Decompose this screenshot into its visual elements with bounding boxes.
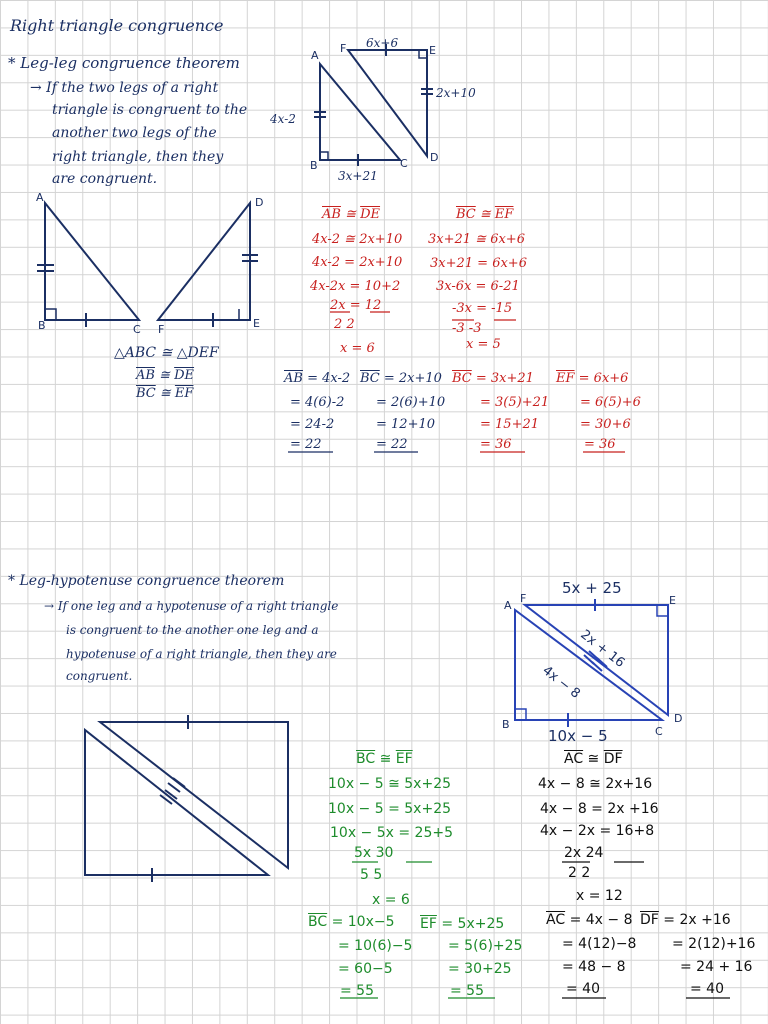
- rect-bottom-expression: 3x+21: [338, 169, 378, 183]
- calc-result: = 55: [340, 983, 374, 999]
- calc-result: = 22: [376, 437, 408, 452]
- solution-x: x = 5: [466, 337, 501, 352]
- calc-step: = 10(6)−5: [338, 938, 413, 954]
- vertex-label-a: A: [504, 599, 512, 612]
- equation-step: 2x 24: [564, 845, 604, 861]
- calc-step: = 24-2: [290, 417, 335, 432]
- vertex-label-a: A: [36, 191, 44, 204]
- triangle-fed-lh: [525, 605, 668, 715]
- description-line: → If the two legs of a right: [30, 80, 219, 96]
- vertex-label-a: A: [311, 49, 319, 62]
- description-line: triangle is congruent to the: [52, 102, 248, 118]
- triangle-congruence-statement: △ABC ≅ △DEF: [114, 345, 219, 361]
- vertex-label-c: C: [400, 157, 408, 170]
- calc-step: = 4(6)-2: [290, 395, 345, 410]
- bc-ef-header: $\overline{BC}$ ≅ $\overline{EF}$: [456, 207, 514, 222]
- diagonal-upper-expression: 2x + 16: [577, 627, 628, 671]
- calc-step: = 30+6: [580, 417, 631, 432]
- solution-x: x = 6: [372, 892, 410, 908]
- triangle-upper: [100, 722, 288, 868]
- vertex-label-f: F: [340, 42, 347, 55]
- vertex-label-b: B: [310, 159, 318, 172]
- calc-step: = 5(6)+25: [448, 938, 523, 954]
- rect-left-expression: 4x-2: [270, 112, 296, 126]
- equation-step: 4x-2 = 2x+10: [312, 255, 403, 270]
- calc-result: = 22: [290, 437, 322, 452]
- congruence-pair-line: $\overline{AB}$ ≅ $\overline{DE}$: [136, 368, 195, 383]
- vertex-label-e: E: [429, 44, 436, 57]
- equation-step: 3x-6x = 6-21: [436, 279, 520, 294]
- ab-de-header: $\overline{AB}$ ≅ $\overline{DE}$: [322, 207, 381, 222]
- calc-step: = 12+10: [376, 417, 436, 432]
- equation-step: 10x − 5 ≅ 5x+25: [328, 776, 452, 792]
- two-triangles-figure: [37, 203, 260, 330]
- diagonal-lower-expression: 4x − 8: [539, 663, 583, 702]
- description-line: congruent.: [66, 669, 133, 683]
- equation-step: 4x-2 ≅ 2x+10: [312, 232, 403, 247]
- calc-step: = 15+21: [480, 417, 540, 432]
- vertex-label-d: D: [430, 151, 439, 164]
- leg-hypotenuse-rectangle-figure: [515, 599, 668, 727]
- calc-step: = 30+25: [448, 961, 512, 977]
- rect-top-expression: 6x+6: [366, 36, 399, 50]
- calc-step: = 2(6)+10: [376, 395, 446, 410]
- equation-step: 10x − 5x = 25+5: [330, 825, 454, 841]
- equation-step: 2 2: [568, 865, 591, 881]
- leg-hypotenuse-theorem-heading: * Leg-hypotenuse congruence theorem: [8, 573, 285, 589]
- triangle-abc: [45, 203, 139, 320]
- vertex-label-d: D: [255, 196, 264, 209]
- equation-step: 4x-2x = 10+2: [310, 279, 401, 294]
- equation-step: -3x = -15: [452, 301, 513, 316]
- equation-step: 4x − 8 = 2x +16: [540, 801, 659, 817]
- page-title: Right triangle congruence: [10, 16, 224, 35]
- equation-step: 5 5: [360, 867, 383, 883]
- vertex-label-c: C: [655, 725, 663, 738]
- vertex-label-b: B: [38, 319, 46, 332]
- vertex-label-f: F: [158, 323, 165, 336]
- rect-top-expression: 5x + 25: [562, 579, 622, 597]
- equation-step: 2 2: [334, 317, 355, 332]
- calc-result: = 40: [690, 981, 724, 997]
- vertex-label-e: E: [253, 317, 260, 330]
- leg-leg-theorem-heading: * Leg-leg congruence theorem: [8, 54, 240, 72]
- triangle-lower: [85, 730, 268, 875]
- ac-df-header: $\overline{AC}$ ≅ $\overline{DF}$: [564, 751, 623, 767]
- description-line: are congruent.: [52, 171, 158, 187]
- bc-ef-header: $\overline{BC}$ ≅ $\overline{EF}$: [356, 751, 413, 767]
- vertex-label-f: F: [520, 592, 527, 605]
- equation-step: 4x − 8 ≅ 2x+16: [538, 776, 653, 792]
- calc-step: = 3(5)+21: [480, 395, 550, 410]
- calc-step: = 48 − 8: [562, 959, 626, 975]
- congruence-pair-line: $\overline{BC}$ ≅ $\overline{EF}$: [136, 386, 194, 401]
- equation-step: -3 -3: [452, 321, 482, 336]
- triangle-abc-small: [320, 64, 400, 160]
- calc-step: = 2(12)+16: [672, 936, 756, 952]
- description-line: right triangle, then they: [52, 149, 224, 165]
- description-line: another two legs of the: [52, 125, 217, 141]
- triangle-fed-small: [348, 50, 427, 156]
- equation-step: 3x+21 ≅ 6x+6: [428, 232, 525, 247]
- equation-step: 10x − 5 = 5x+25: [328, 801, 452, 817]
- rect-bottom-expression: 10x − 5: [548, 727, 608, 745]
- triangle-abc-lh: [515, 610, 662, 720]
- triangle-def: [158, 203, 250, 320]
- calc-result: = 55: [450, 983, 484, 999]
- vertex-label-e: E: [669, 594, 676, 607]
- description-line: is congruent to the another one leg and a: [66, 623, 319, 637]
- calc-result: = 36: [480, 437, 512, 452]
- calc-step: = 4(12)−8: [562, 936, 637, 952]
- solution-x: x = 12: [576, 888, 623, 904]
- vertex-label-c: C: [133, 323, 141, 336]
- calc-result: = 40: [566, 981, 600, 997]
- rect-right-expression: 2x+10: [436, 86, 476, 100]
- leg-hypotenuse-big-figure: [85, 715, 288, 882]
- equation-step: 5x 30: [354, 845, 394, 861]
- equation-step: 3x+21 = 6x+6: [430, 256, 527, 271]
- solution-x: x = 6: [340, 341, 375, 356]
- equation-step: 4x − 2x = 16+8: [540, 823, 655, 839]
- calc-step: = 24 + 16: [680, 959, 753, 975]
- calc-result: = 36: [584, 437, 616, 452]
- vertex-label-d: D: [674, 712, 683, 725]
- calc-step: = 6(5)+6: [580, 395, 641, 410]
- vertex-label-b: B: [502, 718, 510, 731]
- calc-step: = 60−5: [338, 961, 393, 977]
- description-line: → If one leg and a hypotenuse of a right triangle: [44, 599, 339, 613]
- description-line: hypotenuse of a right triangle, then they are: [66, 647, 337, 661]
- leg-leg-rectangle-figure: [314, 44, 433, 166]
- equation-step: 2x = 12: [330, 298, 382, 313]
